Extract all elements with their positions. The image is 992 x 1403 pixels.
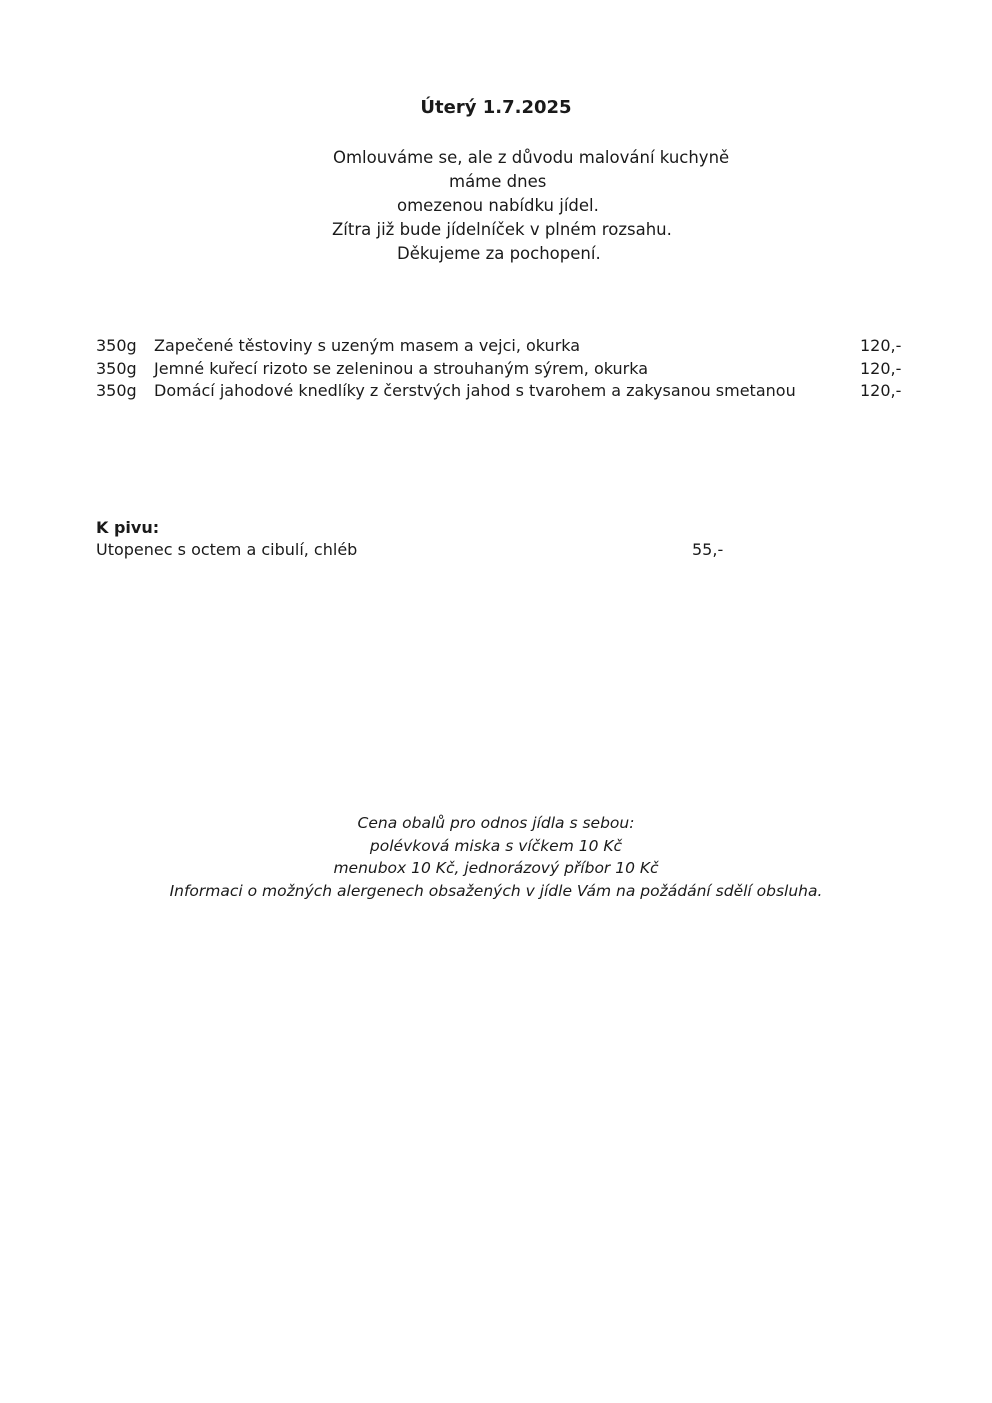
menu-item-dish: Zapečené těstoviny s uzeným masem a vejci, okurka <box>154 336 581 355</box>
menu-item-price: 120,- <box>860 358 902 378</box>
notice-line: Zítra již bude jídelníček v plném rozsahu. <box>332 220 672 239</box>
menu-item <box>96 358 916 381</box>
beer-item-price: 55,- <box>692 540 724 559</box>
menu-item-dish: Jemné kuřecí rizoto se zeleninou a strouhaným sýrem, okurka <box>154 358 649 378</box>
footer-line: Cena obalů pro odnos jídla s sebou: <box>357 814 635 832</box>
menu-item <box>96 380 916 403</box>
menu-item-dish: Domácí jahodové knedlíky z čerstvých jahod s tvarohem a zakysanou smetanou <box>154 381 796 400</box>
page-title: Úterý 1.7.2025 <box>420 97 572 118</box>
footer-line: polévková miska s víčkem 10 Kč <box>369 836 623 855</box>
menu-item-price: 120,- <box>860 381 902 400</box>
menu-item-weight: 350g <box>96 336 137 355</box>
notice-line: omezenou nabídku jídel. <box>397 196 599 215</box>
footer-line: menubox 10 Kč, jednorázový příbor 10 Kč <box>333 859 659 878</box>
footer-note <box>0 812 992 903</box>
daily-menu-list <box>96 335 916 403</box>
menu-item-weight: 350g <box>96 381 137 400</box>
notice-line: Omlouváme se, ale z důvodu malování kuchyně <box>333 148 730 167</box>
notice-line: Děkujeme za pochopení. <box>397 244 601 263</box>
notice-line: máme dnes <box>449 172 547 191</box>
beer-item <box>96 539 796 561</box>
menu-item <box>96 335 916 358</box>
beer-item-dish: Utopenec s octem a cibulí, chléb <box>96 540 358 559</box>
footer-line: Informaci o možných alergenech obsažených v jídle Vám na požádání sdělí obsluha. <box>169 882 823 901</box>
menu-item-price: 120,- <box>860 336 902 355</box>
menu-item-weight: 350g <box>96 358 137 378</box>
beer-section-heading: K pivu: <box>96 518 160 537</box>
